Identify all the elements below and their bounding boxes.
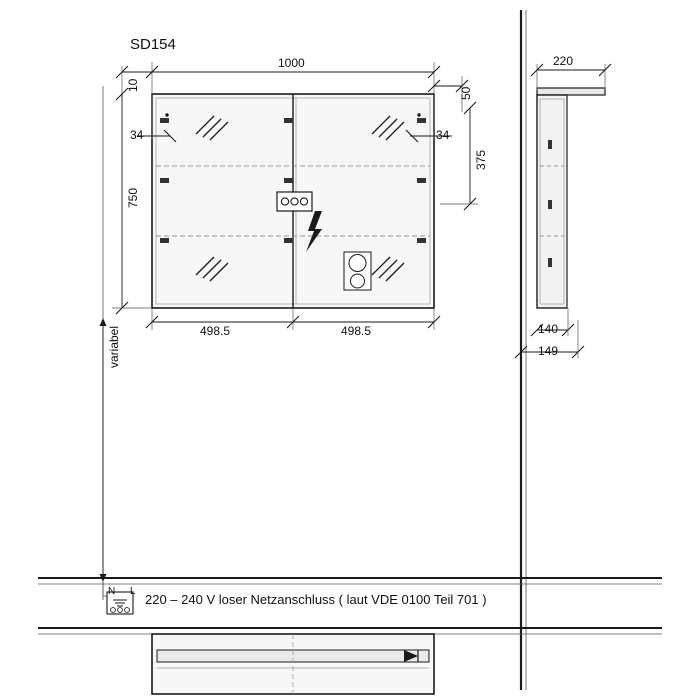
hinge-left-top <box>160 118 169 123</box>
dim-label-750: 750 <box>126 187 140 208</box>
hinge-left-mid <box>160 178 169 183</box>
dim-label-34-left: 34 <box>130 128 144 142</box>
dim-label-10: 10 <box>126 78 140 92</box>
hinge-center-mid <box>284 178 293 183</box>
side-top-plate <box>537 88 605 95</box>
dim-label-220: 220 <box>553 54 574 68</box>
terminal-symbol-label: N L <box>108 586 142 597</box>
dim-label-498-left: 498.5 <box>200 324 231 338</box>
dim-label-50: 50 <box>459 86 473 100</box>
dim-label-140: 140 <box>538 322 559 336</box>
hinge-left-bottom <box>160 238 169 243</box>
dim-label-498-right: 498.5 <box>341 324 372 338</box>
dim-variabel-arrow-top <box>100 318 107 326</box>
dim-label-variabel: variabel <box>107 325 121 368</box>
mount-dot-right <box>417 113 420 116</box>
model-label: SD154 <box>130 36 176 53</box>
hinge-center-bottom <box>284 238 293 243</box>
socket-module <box>277 192 312 211</box>
dim-label-375: 375 <box>474 149 488 170</box>
dim-label-149: 149 <box>538 344 559 358</box>
side-hinge-bottom <box>548 258 552 267</box>
hinge-right-top <box>417 118 426 123</box>
dim-label-34-right: 34 <box>436 128 450 142</box>
hinge-right-bottom <box>417 238 426 243</box>
side-hinge-top <box>548 140 552 149</box>
power-connection-note: 220 – 240 V loser Netzanschluss ( laut VDE 0100 Teil 701 ) <box>145 592 487 607</box>
mount-dot-left <box>165 113 168 116</box>
side-hinge-mid <box>548 200 552 209</box>
hinge-center-top <box>284 118 293 123</box>
hinge-right-mid <box>417 178 426 183</box>
dim-label-width-1000: 1000 <box>278 56 305 70</box>
